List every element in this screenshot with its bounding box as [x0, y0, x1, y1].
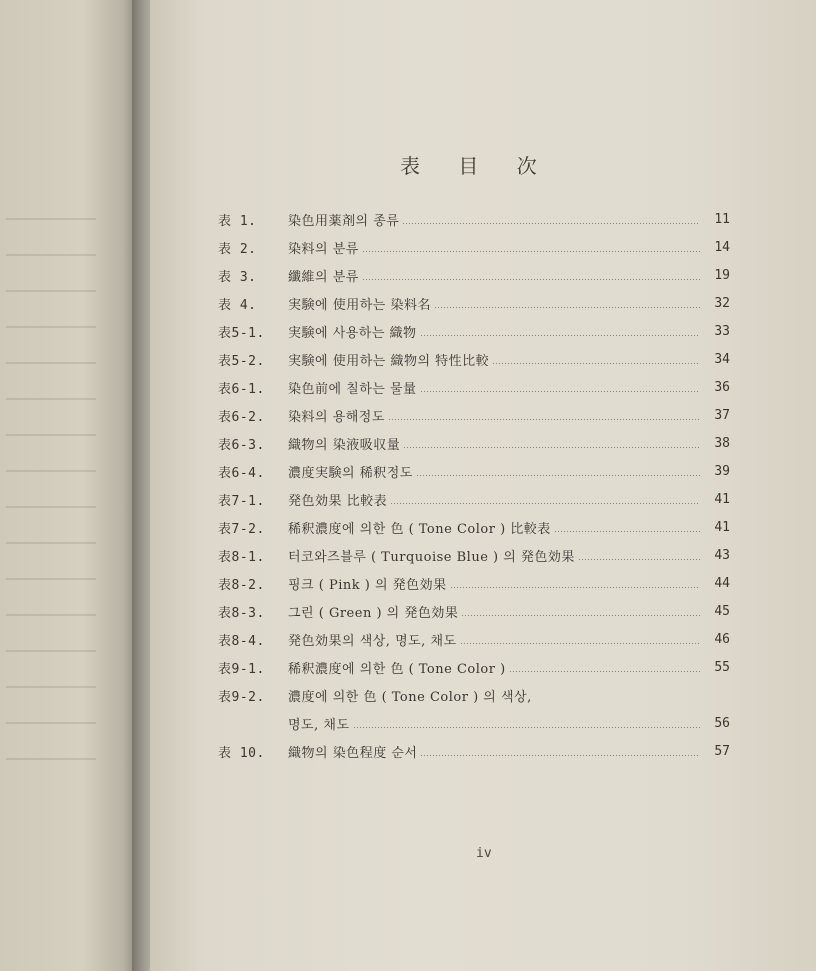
toc-label: 表 3. [218, 269, 257, 285]
dot-leader [421, 755, 700, 756]
dot-leader [363, 251, 700, 252]
table-of-contents [218, 205, 730, 765]
toc-entry: 터코와즈블루 ( Turquoise Blue ) 의 発色効果 [288, 549, 575, 565]
toc-row [218, 513, 730, 541]
dot-leader [579, 559, 700, 560]
toc-entry: 그린 ( Green ) 의 発色効果 [288, 605, 459, 621]
toc-entry: 実験에 使用하는 染料名 [288, 297, 431, 313]
dot-leader [391, 503, 700, 504]
toc-entry: 濃度実験의 稀釈정도 [288, 465, 413, 481]
toc-label: 表6-1. [218, 381, 265, 397]
toc-page-number: 38 [714, 435, 730, 451]
toc-page-number: 39 [714, 463, 730, 479]
dot-leader [404, 447, 700, 448]
dot-leader [421, 391, 700, 392]
toc-entry: 稀釈濃度에 의한 色 ( Tone Color ) [288, 661, 506, 677]
toc-label: 表7-2. [218, 521, 265, 537]
toc-entry: 핑크 ( Pink ) 의 発色効果 [288, 577, 447, 593]
dot-leader [417, 475, 700, 476]
toc-row [218, 457, 730, 485]
toc-entry: 染料의 분류 [288, 241, 359, 257]
toc-page-number: 41 [714, 491, 730, 507]
dot-leader [510, 671, 700, 672]
toc-row [218, 681, 730, 709]
toc-label: 表 2. [218, 241, 257, 257]
toc-entry: 発色効果 比較表 [288, 493, 388, 509]
toc-label: 表9-2. [218, 689, 265, 705]
toc-row [218, 653, 730, 681]
toc-row [218, 401, 730, 429]
dot-leader [462, 615, 700, 616]
toc-entry: 染色前에 칠하는 물量 [288, 381, 417, 397]
toc-page-number: 33 [714, 323, 730, 339]
toc-row [218, 205, 730, 233]
toc-label: 表6-2. [218, 409, 265, 425]
toc-label: 表6-3. [218, 437, 265, 453]
toc-entry: 染料의 용해정도 [288, 409, 385, 425]
toc-row [218, 345, 730, 373]
toc-row [218, 569, 730, 597]
toc-label: 表5-1. [218, 325, 265, 341]
toc-entry: 発色効果의 색상, 명도, 채도 [288, 633, 457, 649]
left-page [0, 0, 150, 971]
dot-leader [435, 307, 700, 308]
toc-page-number: 44 [714, 575, 730, 591]
toc-entry: 稀釈濃度에 의한 色 ( Tone Color ) 比較表 [288, 521, 551, 537]
toc-label: 表8-3. [218, 605, 265, 621]
toc-entry: 実験에 使用하는 織物의 特性比較 [288, 353, 490, 369]
toc-label: 表8-2. [218, 577, 265, 593]
toc-label: 表 10. [218, 745, 265, 761]
toc-label: 表7-1. [218, 493, 265, 509]
toc-label: 表9-1. [218, 661, 265, 677]
toc-row [218, 261, 730, 289]
dot-leader [363, 279, 700, 280]
toc-page-number: 43 [714, 547, 730, 563]
toc-entry: 纖維의 분류 [288, 269, 359, 285]
dot-leader [451, 587, 700, 588]
toc-row [218, 597, 730, 625]
toc-entry: 織物의 染色程度 순서 [288, 745, 418, 761]
toc-page-number: 14 [714, 239, 730, 255]
toc-page-number: 41 [714, 519, 730, 535]
toc-row [218, 373, 730, 401]
toc-row [218, 317, 730, 345]
toc-label: 表 1. [218, 213, 257, 229]
toc-row [218, 233, 730, 261]
toc-entry-continuation: 명도, 채도 [288, 717, 350, 733]
dot-leader [389, 419, 700, 420]
toc-entry: 実験에 사용하는 織物 [288, 325, 417, 341]
dot-leader [461, 643, 700, 644]
dot-leader [421, 335, 700, 336]
toc-label: 表5-2. [218, 353, 265, 369]
toc-page-number: 19 [714, 267, 730, 283]
toc-page-number: 56 [714, 715, 730, 731]
dot-leader [555, 531, 700, 532]
toc-row [218, 289, 730, 317]
toc-label: 表8-4. [218, 633, 265, 649]
dot-leader [493, 363, 700, 364]
toc-page-number: 57 [714, 743, 730, 759]
toc-page-number: 37 [714, 407, 730, 423]
toc-row [218, 541, 730, 569]
toc-row-continuation [218, 709, 730, 737]
toc-page-number: 32 [714, 295, 730, 311]
toc-row [218, 737, 730, 765]
toc-entry: 濃度에 의한 色 ( Tone Color ) 의 색상, [288, 689, 532, 705]
toc-row [218, 485, 730, 513]
toc-page-number: 46 [714, 631, 730, 647]
toc-label: 表8-1. [218, 549, 265, 565]
toc-page-number: 34 [714, 351, 730, 367]
toc-entry: 染色用薬剤의 종류 [288, 213, 400, 229]
toc-page-number: 55 [714, 659, 730, 675]
toc-label: 表6-4. [218, 465, 265, 481]
dot-leader [354, 727, 701, 728]
dot-leader [403, 223, 700, 224]
page-number-footer: iv [476, 846, 492, 861]
toc-row [218, 625, 730, 653]
toc-page-number: 45 [714, 603, 730, 619]
bleed-through-text [6, 200, 96, 760]
toc-entry: 織物의 染液吸収量 [288, 437, 401, 453]
page-title: 表 目 次 [400, 154, 553, 178]
toc-page-number: 36 [714, 379, 730, 395]
toc-label: 表 4. [218, 297, 257, 313]
toc-row [218, 429, 730, 457]
toc-page-number: 11 [714, 211, 730, 227]
